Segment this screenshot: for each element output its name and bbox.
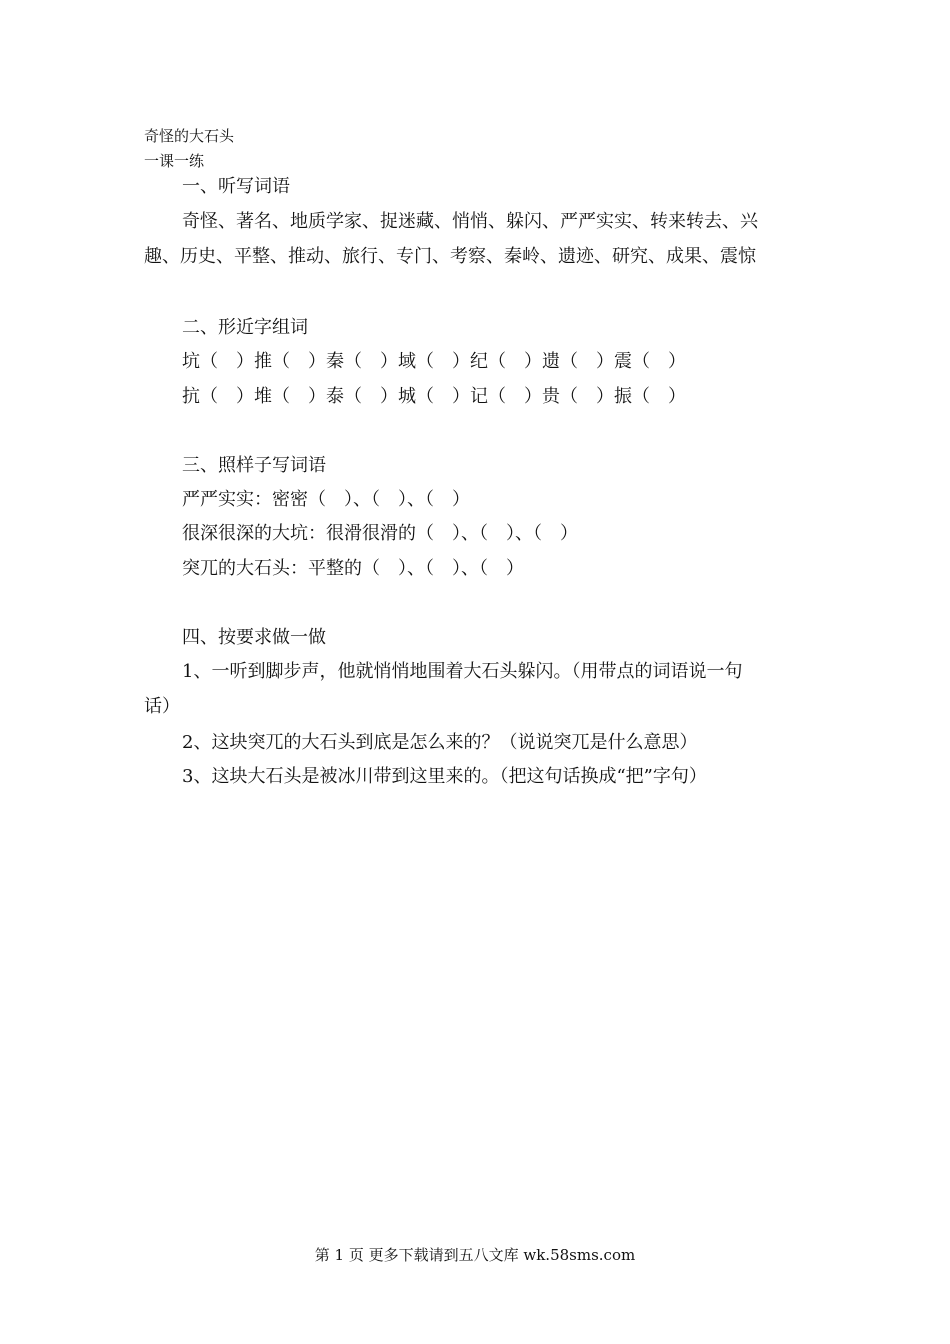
- section-3-heading: 三、照样子写词语: [182, 455, 326, 476]
- section-1-words-line-1: 奇怪、著名、地质学家、捉迷藏、悄悄、躲闪、严严实实、转来转去、兴: [182, 211, 758, 232]
- section-4-question-2: 2、这块突兀的大石头到底是怎么来的？（说说突兀是什么意思）: [182, 732, 698, 753]
- section-1-heading: 一、听写词语: [182, 176, 290, 197]
- section-3-item-1: 严严实实：密密（ ）、（ ）、（ ）: [182, 489, 470, 510]
- section-4-question-1-line-2: 话）: [144, 696, 180, 717]
- section-4-heading: 四、按要求做一做: [182, 627, 326, 648]
- section-4-question-3: 3、这块大石头是被冰川带到这里来的。（把这句话换成“把”字句）: [182, 766, 707, 787]
- section-2-row-1: 坑（ ）推（ ）秦（ ）域（ ）纪（ ）遗（ ）震（ ）: [182, 351, 686, 372]
- doc-subtitle: 一课一练: [144, 152, 205, 170]
- section-4-question-1-line-1: 1、一听到脚步声，他就悄悄地围着大石头躲闪。（用带点的词语说一句: [182, 661, 743, 682]
- section-3-item-2: 很深很深的大坑：很滑很滑的（ ）、（ ）、（ ）: [182, 523, 578, 544]
- section-2-row-2: 抗（ ）堆（ ）泰（ ）城（ ）记（ ）贵（ ）振（ ）: [182, 386, 686, 407]
- section-3-item-3: 突兀的大石头：平整的（ ）、（ ）、（ ）: [182, 558, 524, 579]
- section-2-heading: 二、形近字组词: [182, 317, 308, 338]
- page-footer: 第 1 页 更多下载请到五八文库 wk.58sms.com: [314, 1246, 636, 1264]
- section-1-words-line-2: 趣、历史、平整、推动、旅行、专门、考察、秦岭、遗迹、研究、成果、震惊: [144, 246, 756, 267]
- doc-title: 奇怪的大石头: [144, 127, 235, 145]
